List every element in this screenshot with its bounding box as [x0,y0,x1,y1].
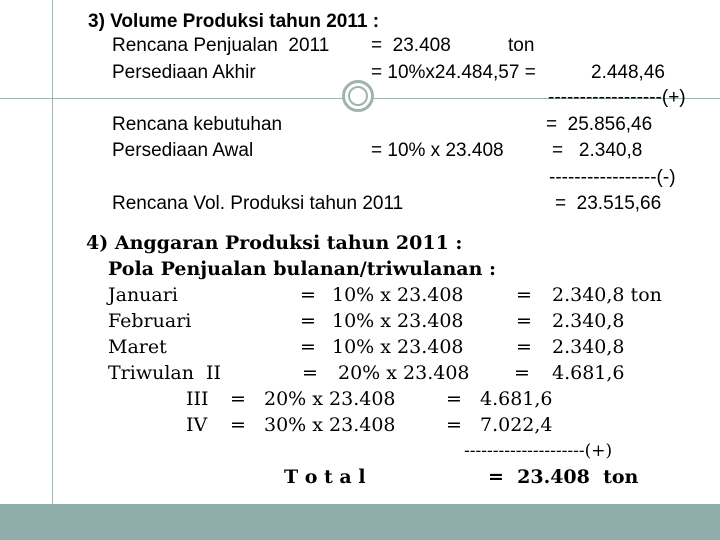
month-januari-formula: 10% x 23.408 [332,284,464,306]
sum-rule-plus: ------------------(+) [548,87,686,108]
row-rencana-kebutuhan-value: = 25.856,46 [546,114,653,135]
row-rencana-vol-produksi-label: Rencana Vol. Produksi tahun 2011 [112,193,404,214]
row-rencana-penjualan-label: Rencana Penjualan 2011 [112,35,330,56]
month-februari-value: 2.340,8 [552,310,625,332]
total-value: = 23.408 ton [488,466,639,488]
month-februari-label: Februari [108,310,192,332]
quarter-iii-label: III [186,388,209,410]
month-februari-formula: 10% x 23.408 [332,310,464,332]
month-maret-eq2: = [516,336,532,358]
quarter-ii-eq: = [302,362,318,384]
month-maret-formula: 10% x 23.408 [332,336,464,358]
quarter-ii-formula: 20% x 23.408 [338,362,470,384]
month-maret-label: Maret [108,336,167,358]
quarter-iv-formula: 30% x 23.408 [264,414,396,436]
quarter-iii-formula: 20% x 23.408 [264,388,396,410]
row-rencana-penjualan-formula: = 23.408 [371,35,451,56]
row-persediaan-awal-value: = 2.340,8 [552,140,643,161]
quarter-iii-value: 4.681,6 [480,388,553,410]
row-rencana-kebutuhan-label: Rencana kebutuhan [112,114,283,135]
quarter-ii-label: Triwulan II [108,362,222,384]
quarter-iii-eq: = [230,388,246,410]
month-februari-eq2: = [516,310,532,332]
month-januari-value: 2.340,8 ton [552,284,662,306]
section4-heading: 4) Anggaran Produksi tahun 2011 : [86,232,463,254]
row-persediaan-akhir-value: 2.448,46 [591,62,665,83]
quarter-iv-eq: = [230,414,246,436]
sum-rule-minus: -----------------(-) [549,167,676,188]
month-januari-eq: = [300,284,316,306]
quarter-ii-eq2: = [514,362,530,384]
footer-bar [0,504,720,540]
month-januari-eq2: = [516,284,532,306]
total-label: T o t a l [284,466,366,488]
total-sum-rule: ---------------------(+) [464,441,613,461]
divider-ring-ornament [342,80,374,112]
quarter-iv-label: IV [186,414,208,436]
month-februari-eq: = [300,310,316,332]
quarter-ii-value: 4.681,6 [552,362,625,384]
row-rencana-penjualan-unit: ton [508,35,535,56]
row-persediaan-awal-label: Persediaan Awal [112,140,254,161]
quarter-iv-eq2: = [446,414,462,436]
month-maret-eq: = [300,336,316,358]
quarter-iv-value: 7.022,4 [480,414,553,436]
section4-subheading: Pola Penjualan bulanan/triwulanan : [108,258,497,280]
month-januari-label: Januari [108,284,178,306]
row-persediaan-akhir-formula: = 10%x24.484,57 = [371,62,536,83]
quarter-iii-eq2: = [446,388,462,410]
row-rencana-vol-produksi-value: = 23.515,66 [555,193,662,214]
month-maret-value: 2.340,8 [552,336,625,358]
row-persediaan-awal-formula: = 10% x 23.408 [371,140,504,161]
row-persediaan-akhir-label: Persediaan Akhir [112,62,256,83]
section3-heading: 3) Volume Produksi tahun 2011 : [88,11,380,32]
